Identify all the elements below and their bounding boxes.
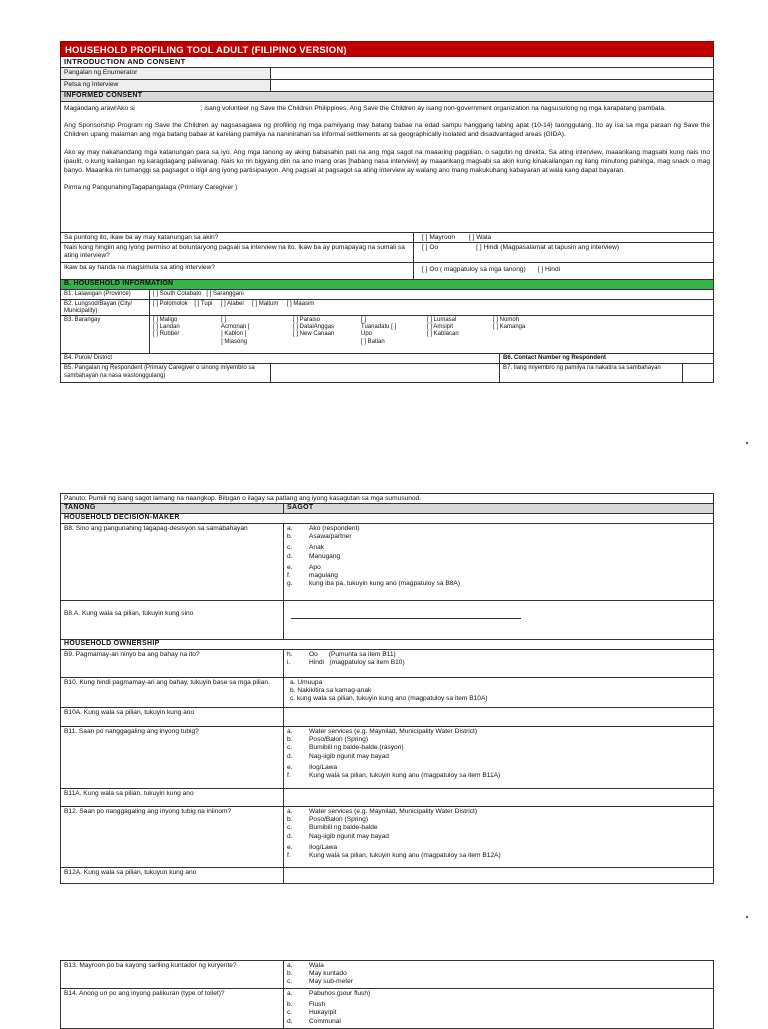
option-key: f. <box>287 572 291 580</box>
option-text[interactable]: Ilog/Lawa <box>309 843 338 851</box>
consent-option-no[interactable]: [ ] Hindi <box>537 266 561 273</box>
option-text[interactable]: kung iba pa, tukuyin kung ano (magpatuloy sa B8A) <box>309 580 461 588</box>
option-text[interactable]: Ako (respondent) <box>309 525 360 532</box>
b7-label: B7. Ilang miyembro ng pamilya na nakatira sa sambahayan <box>499 364 682 382</box>
option-key: e. <box>287 843 293 851</box>
consent-header: INFORMED CONSENT <box>60 92 714 102</box>
b10a-answer[interactable] <box>283 708 713 726</box>
option-key: f. <box>287 772 291 780</box>
option-key: c. <box>287 977 293 985</box>
option-key: e. <box>287 763 293 771</box>
consent-question: Sa puntong ito, ikaw ba ay may katanungan sa akin? <box>64 234 219 241</box>
column-header-question: TANONG <box>64 504 96 511</box>
option-key: a. <box>287 525 293 532</box>
consent-text <box>60 102 714 233</box>
b4-label: B4. Purok/ District <box>64 355 113 361</box>
barangay-option[interactable]: [ ] Kablacan <box>427 331 459 338</box>
option-text[interactable]: Kung wala sa pilian, tukuyin kung anu (magpatuloy sa item B11A) <box>309 772 501 780</box>
option-text[interactable]: Nag-iigib ngunit may bayad <box>309 752 389 760</box>
b6-label: B6. Contact Number ng Respondent <box>499 354 713 363</box>
barangay-options[interactable] <box>293 317 361 352</box>
option-key: a. <box>287 990 293 997</box>
option-key: a. <box>287 728 293 735</box>
option-key: c. <box>287 544 293 552</box>
option-key: b. <box>287 969 293 977</box>
option-text[interactable]: magulang <box>309 572 338 580</box>
option-key: e. <box>287 563 293 571</box>
b2-options[interactable]: [ ] Polomolok [ ] Tupi [ ] Alabel [ ] Maitum [ ] Maasim <box>149 300 713 315</box>
barangay-option[interactable]: [ ] Kamanga <box>493 324 526 331</box>
option-key: d. <box>287 1017 293 1025</box>
barangay-option[interactable]: [ ] Lumasal <box>427 317 457 323</box>
interview-date-field[interactable] <box>270 80 713 91</box>
barangay-option[interactable]: [ ] New Canaan <box>293 331 335 338</box>
utilities-section <box>60 960 714 1029</box>
b7-field[interactable] <box>682 364 713 382</box>
consent-section <box>60 41 714 383</box>
barangay-option[interactable]: Tuanadatu [ ] <box>361 324 397 331</box>
option-text[interactable]: Flush <box>309 1000 326 1008</box>
option-text[interactable]: Anak <box>309 544 325 552</box>
barangay-options[interactable] <box>221 317 293 352</box>
option-text[interactable]: Poso/Balon (Spring) <box>309 736 369 744</box>
consent-option-no[interactable]: [ ] Wala <box>468 234 492 241</box>
b1-label: B1. Lalawigan (Province) <box>64 291 131 297</box>
option-text[interactable]: c. kung wala sa pilian, tukuyin kung ano (magpatuloy sa item B10A) <box>290 695 488 703</box>
option-text[interactable]: Water services (e.g. Maynilad, Municipality Water District) <box>309 728 478 735</box>
b12-question: B12. Saan po nanggagaling ang inyong tubig na iniinom? <box>64 808 232 815</box>
enumerator-label: Pangalan ng Enumerator <box>61 68 270 79</box>
barangay-option[interactable]: [ ] Maligo <box>153 317 178 323</box>
option-text[interactable]: Nag-iigib ngunit may bayad <box>309 832 389 840</box>
household-info-header: B. HOUSEHOLD INFORMATION <box>60 280 714 290</box>
option-key: c. <box>287 824 293 832</box>
barangay-options[interactable] <box>493 317 559 352</box>
option-text[interactable]: Bumibili ng balde-balde (rasyon) <box>309 744 404 752</box>
signature-label: Pirma ng PangunahingTagapangalaga (Primary Caregiver ) <box>64 184 238 192</box>
b10a-question: B10A. Kung wala sa pilian, tukuyin kung ano <box>64 709 195 716</box>
option-key: f. <box>287 852 291 860</box>
barangay-option[interactable]: [ ] DatalAnggas <box>293 324 335 331</box>
page-title: HOUSEHOLD PROFILING TOOL ADULT (FILIPINO VERSION) <box>60 41 714 57</box>
b8a-question: B8.A. Kung wala sa pilian, tukuyin kung sino <box>64 610 194 617</box>
option-text[interactable]: a. Umuupa <box>290 679 323 686</box>
questionnaire-section <box>60 493 714 884</box>
b5-label: B5. Pangalan ng Respondent (Primary Caregiver o sinong miyembro sa sambahayan na nasa wastonggulang) <box>64 365 255 379</box>
barangay-option[interactable]: ] Miasong <box>221 338 248 345</box>
b11a-answer[interactable] <box>283 789 713 806</box>
option-key: h. <box>287 651 293 658</box>
consent-question: Nais kong hingiin ang iyong permiso at boluntaryong pagsali sa interview na ito. Ikaw ba ay pumapayag na sumali sa ating interview? <box>64 244 405 260</box>
b3-label: B3. Barangay <box>64 317 101 323</box>
consent-question: Ikaw ba ay handa na magsimula sa ating interview? <box>64 264 216 271</box>
barangay-options[interactable] <box>361 317 427 352</box>
option-text[interactable]: Bumibili ng balde-balde <box>309 824 378 832</box>
column-header-answer: SAGOT <box>283 504 713 513</box>
option-key: i. <box>287 659 291 667</box>
b1-options[interactable]: [ ] South Cotabato [ ] Saranggani <box>149 290 713 299</box>
option-key: c. <box>287 744 293 752</box>
ownership-header: HOUSEHOLD OWNERSHIP <box>60 640 714 650</box>
barangay-option[interactable]: Acmonan [ <box>221 324 250 331</box>
option-text[interactable]: Oo (Pumunta sa item B11) <box>309 651 396 658</box>
consent-paragraph: Ang Sponsorship Program ng Save the Children ay nagsasagawa ng profiling ng mga pamilyang may batang babae na edad sampu hanggang labing apat (10-14) taonggulang. Ito ay isa sa mga paraan ng Save the Children upang malaman ang mga batang babae at kanilang pamilya na naninirahan sa informal settlements at sa geographically isolated and disadvantaged areas (GIDA). <box>64 122 710 139</box>
barangay-option[interactable]: Upo <box>361 331 373 338</box>
barangay-options[interactable] <box>153 317 221 352</box>
intro-header: INTRODUCTION AND CONSENT <box>64 57 186 66</box>
b11-question: B11. Saan po nanggagaling ang inyong tubig? <box>64 728 199 735</box>
barangay-option[interactable]: [ ] Batian <box>361 338 385 345</box>
b9-options[interactable] <box>283 650 713 677</box>
enumerator-field[interactable] <box>270 68 713 79</box>
consent-option-yes[interactable]: [ ] Oo <box>422 244 439 251</box>
option-text[interactable]: Poso/Balon (Spring) <box>309 816 369 824</box>
option-key: b. <box>287 533 293 541</box>
scan-mark <box>746 442 748 444</box>
interview-date-label: Petsa ng Interview <box>61 80 270 91</box>
barangay-option[interactable]: [ ] Landan <box>153 324 180 331</box>
option-key: b. <box>287 816 293 824</box>
barangay-option[interactable]: [ ] Nomoh <box>493 317 520 323</box>
scan-mark <box>746 916 748 918</box>
b10-options[interactable] <box>283 678 713 707</box>
option-text[interactable]: Wala <box>309 962 324 969</box>
option-text[interactable]: Communal <box>309 1017 341 1025</box>
b13-options[interactable] <box>283 961 713 988</box>
b14-question: B14. Anong uri po ang inyong palikuran (type of toilet)? <box>64 990 225 997</box>
option-text[interactable]: May sub-meter <box>309 977 353 985</box>
consent-paragraph: Magandang araw!Ako si , isang volunteer ng Save the Children Philippines. Ang Save the Children ay isang non-government organization na nagsusulong ng mga karapatang pambata. <box>64 105 666 112</box>
option-key: b. <box>287 736 293 744</box>
b10-question: B10. Kung hindi pagmamay-ari ang bahay, tukuyin base sa mga pilian. <box>64 679 270 686</box>
b5-field[interactable] <box>270 364 499 382</box>
b8-question: B8. Sino ang pangunahing tagapag-desisyon sa samabahayan <box>64 525 248 532</box>
consent-option-yes[interactable]: [ ] Oo ( magpatuloy sa mga tanong) <box>422 266 526 273</box>
barangay-option[interactable]: [ ] Amsipit <box>427 324 454 331</box>
option-text[interactable]: Water services (e.g. Maynilad, Municipality Water District) <box>309 808 478 815</box>
option-text[interactable]: Asawa/partner <box>309 533 352 541</box>
b13-question: B13. Mayroon po ba kayong sariling kuntador ng kuryente? <box>64 962 237 969</box>
b8-options[interactable] <box>283 524 713 600</box>
option-key: g. <box>287 580 293 588</box>
consent-option-no[interactable]: [ ] Hindi (Magpasalamat at tapusin ang interview) <box>476 244 620 251</box>
barangay-option[interactable]: [ ] Paraiso <box>293 317 321 323</box>
b12a-question: B12A. Kung wala sa pilian, tukuyun kung ano <box>64 869 197 876</box>
barangay-option[interactable]: [ ] <box>221 317 227 323</box>
instruction-text: Panuto: Pumili ng isang sagot lamang na naangkop. Bilugan o ilagay sa patlang ang iyong kasagutan sa mga sumusunod. <box>64 495 422 502</box>
option-text[interactable]: Hindi (magpatuloy sa item B10) <box>309 659 405 667</box>
option-text[interactable]: b. Nakikitira sa kamag-anak <box>290 687 372 695</box>
b12-options[interactable] <box>283 807 713 867</box>
option-key: d. <box>287 832 293 840</box>
b14-options[interactable] <box>283 989 713 1028</box>
consent-paragraph: Ako ay may nakahandang mga katanungan para sa iyo. Ang mga tanong ay aking babasahin pati na ang mga sagot na maaaring pagpilian, o sagutin ng direkta. Sa ating interview, maaarikang magsabi kung nais mo ipaulit, o kung kailangan ng karagdagang paliwanag. Nais ko rin bigyang diin na ano mang oras [habang nasa interview] ay maaarikang magsabi sa akin kung kinakailangan ng ilang minutong pahinga, mag snack o mag banyo. Maaarika rin tumanggi sa pagsagot o itigil ang iyong partisipasyon. Ang pagsali at pagsagot sa ating interview ay walang ano mang makukuhang kabayaran at wala kang dapat bayaran. <box>64 148 710 175</box>
b12a-answer[interactable] <box>283 868 713 883</box>
consent-option-yes[interactable]: [ ] Mayroon <box>422 234 455 241</box>
barangay-option[interactable]: [ ] Rubber <box>153 331 180 338</box>
b8a-answer-line[interactable] <box>291 618 521 619</box>
barangay-options[interactable] <box>427 317 493 352</box>
option-key: a. <box>287 962 293 969</box>
barangay-option[interactable]: ] Kablon [ <box>221 331 247 338</box>
option-text[interactable]: Hukay/pit <box>309 1009 337 1017</box>
option-text[interactable]: Manugang <box>309 552 341 560</box>
option-key: d. <box>287 752 293 760</box>
option-text[interactable]: May kuntado <box>309 969 347 977</box>
b11-options[interactable] <box>283 727 713 788</box>
b9-question: B9. Pagmamay-ari ninyo ba ang bahay na ito? <box>64 651 200 658</box>
decision-maker-header: HOUSEHOLD DECISION-MAKER <box>60 514 714 524</box>
option-text[interactable]: Pabuhos (pour flush) <box>309 990 371 997</box>
option-text[interactable]: Apo <box>309 563 321 571</box>
option-key: b. <box>287 1000 293 1008</box>
option-text[interactable]: Kung wala sa pilian, tukuyin kung anu (magpatuloy sa item B12A) <box>309 852 501 860</box>
b11a-question: B11A. Kung wala sa pilian, tukuyin kung ano <box>64 790 194 797</box>
option-key: a. <box>287 808 293 815</box>
barangay-option[interactable]: [ ] <box>361 317 367 323</box>
option-text[interactable]: Ilog/Lawa <box>309 763 338 771</box>
option-key: d. <box>287 552 293 560</box>
option-key: c. <box>287 1009 293 1017</box>
b2-label: B2. Lungsod/Bayan (City/ Municipality) <box>64 301 133 314</box>
